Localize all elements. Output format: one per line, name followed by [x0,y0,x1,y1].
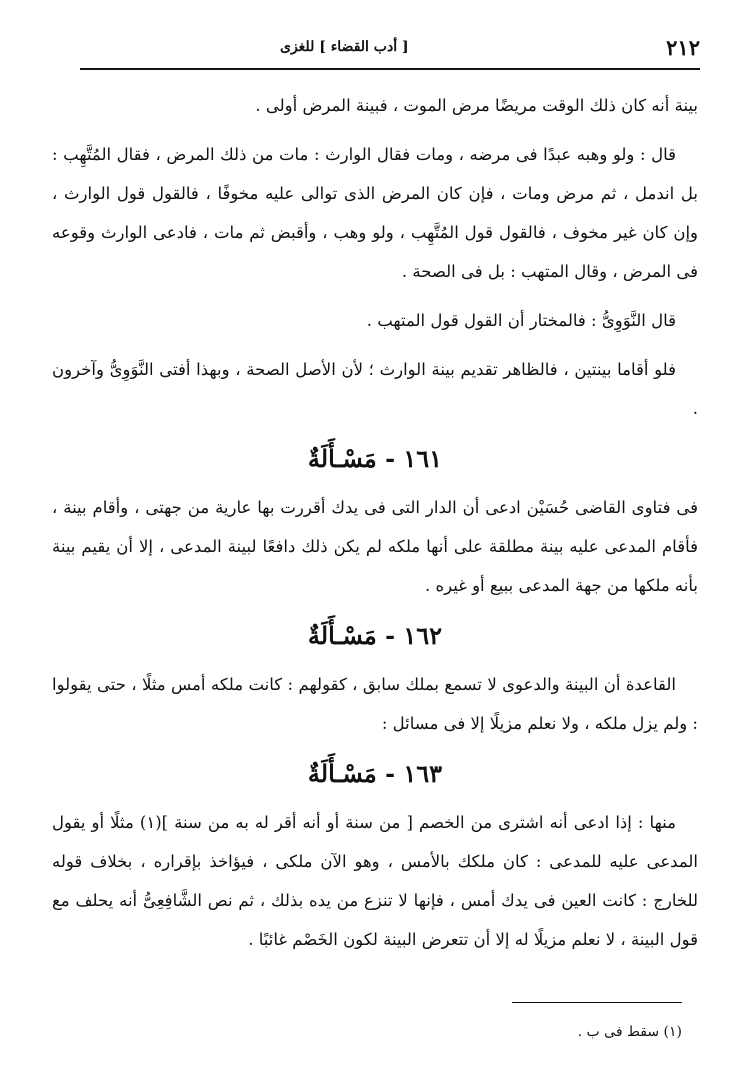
paragraph: فى فتاوى القاضى حُسَيْن ادعى أن الدار التى فى يدك أقررت بها عارية من جهتى ، وأقام بينة ، فأقام المدعى عليه بينة مطلقة على أنها ملكه لم يكن ذلك دافعًا لبينة المدعى ، إلا أن يقيم بينة بأنه ملكها من جهة المدعى ببيع أو غيره . [52,498,698,595]
section-heading-161: ١٦١ - مَسْـأَلَةٌ [307,444,443,473]
header-divider [80,68,700,70]
section-heading-163: ١٦٣ - مَسْـأَلَةٌ [307,759,443,788]
footnote-divider [512,1002,682,1003]
paragraph: القاعدة أن البينة والدعوى لا تسمع بملك سابق ، كقولهم : كانت ملكه أمس مثلًا ، حتى يقولوا : ولم يزل ملكه ، ولا نعلم مزيلًا إلا فى مسائل : [52,675,698,733]
section-heading-162: ١٦٢ - مَسْـأَلَةٌ [307,621,443,650]
main-text [52,86,698,969]
footnote: (١) سقط فى ب . [577,1024,682,1040]
header-title: [ أدب القضاء ] للغزى [280,39,409,55]
paragraph: قال النَّوَوِىُّ : فالمختار أن القول قول المتهب . [366,311,676,330]
paragraph: بينة أنه كان ذلك الوقت مريضًا مرض الموت ، فبينة المرض أولى . [255,96,698,115]
running-header [80,30,700,64]
page-number: ٢١٢ [666,34,700,60]
paragraph: فلو أقاما بينتين ، فالظاهر تقديم بينة الوارث ؛ لأن الأصل الصحة ، وبهذا أفتى النَّوَوِىُّ وآخرون . [52,360,698,418]
paragraph: قال : ولو وهبه عبدًا فى مرضه ، ومات فقال الوارث : مات من ذلك المرض ، فقال المُتَّهِب : بل اندمل ، ثم مرض ومات ، فإن كان المرض الذى توالى عليه مخوفًا ، فالقول قول الوارث ، وإن كان غير مخوف ، فالقول قول المُتَّهِب ، ولو وهب ، وأقبض ثم مات ، فادعى الوارث وقوعه فى المرض ، وقال المتهب : بل فى الصحة . [52,145,698,281]
paragraph: منها : إذا ادعى أنه اشترى من الخصم [ من سنة أو أنه أقر له به من سنة ](١) مثلًا أو يقول المدعى عليه للمدعى : كان ملكك بالأمس ، وهو الآن ملكى ، فيؤاخذ بإقراره ، بخلاف قوله للخارج : كانت العين فى يدك أمس ، فإنها لا تنزع من يده بذلك ، ثم نص الشَّافِعِىُّ أنه يحلف مع قول البينة ، لا نعلم مزيلًا له إلا أن تتعرض البينة لكون الخَصْم غائبًا . [52,813,698,949]
